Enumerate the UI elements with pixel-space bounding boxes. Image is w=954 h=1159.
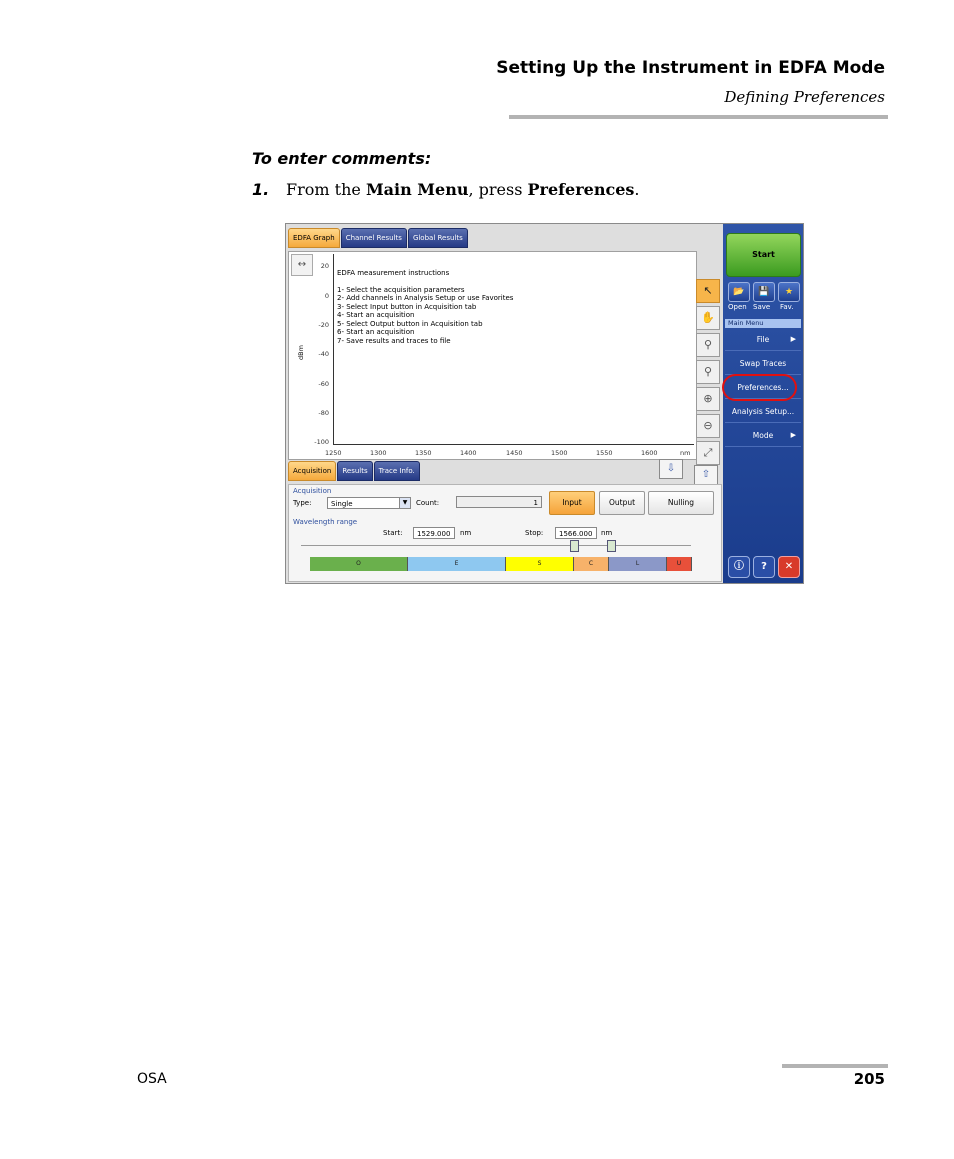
instruction-line: 4- Start an acquisition [337, 311, 415, 319]
tab-global-results[interactable]: Global Results [408, 228, 468, 248]
close-icon[interactable]: ✕ [778, 556, 800, 578]
start-field[interactable]: 1529.000 [413, 527, 455, 539]
hand-pan-icon[interactable]: ✋ [696, 306, 720, 330]
main-menu-header: Main Menu [725, 319, 801, 328]
acquisition-panel [288, 484, 722, 582]
menu-item-file[interactable] [725, 328, 801, 351]
y-tick: -60 [318, 380, 329, 388]
x-tick: 1350 [415, 449, 432, 457]
menu-item-analysis-setup[interactable]: Analysis Setup... [725, 400, 801, 423]
nulling-button[interactable]: Nulling [648, 491, 714, 515]
step-text: , press [468, 180, 528, 199]
x-tick: 1300 [370, 449, 387, 457]
band-l: L [609, 557, 667, 571]
chevron-down-icon[interactable]: ▼ [399, 498, 410, 508]
x-tick: 1550 [596, 449, 613, 457]
count-value: 1 [533, 499, 538, 507]
band-e: E [408, 557, 506, 571]
save-disk-icon[interactable]: 💾 [753, 282, 775, 302]
zoom-icon[interactable]: ⚲ [696, 360, 720, 384]
acquisition-group-label: Acquisition [293, 487, 332, 495]
step-bold-preferences: Preferences [527, 180, 635, 199]
open-label: Open [728, 303, 747, 311]
y-tick: -100 [314, 438, 329, 446]
top-tab-bar [288, 228, 469, 248]
stop-slider-handle[interactable] [607, 540, 616, 552]
header-rule [509, 115, 888, 119]
tab-acquisition[interactable]: Acquisition [288, 461, 336, 481]
wavelength-slider-track [301, 545, 691, 546]
help-icon[interactable]: ? [753, 556, 775, 578]
instruction-line: 1- Select the acquisition parameters [337, 285, 465, 294]
lower-tab-bar [288, 461, 421, 481]
menu-item-mode[interactable] [725, 424, 801, 447]
instruction-line: 6- Start an acquisition [337, 328, 415, 336]
x-tick: 1600 [641, 449, 658, 457]
x-unit: nm [680, 449, 691, 457]
open-folder-icon[interactable]: 📂 [728, 282, 750, 302]
pointer-icon[interactable]: ↖ [696, 279, 720, 303]
band-u: U [667, 557, 692, 571]
tab-channel-results[interactable]: Channel Results [341, 228, 407, 248]
y-tick: 20 [320, 262, 329, 270]
stop-label: Stop: [525, 529, 544, 537]
main-sidebar [723, 224, 803, 583]
instructions-text [337, 269, 513, 345]
step-text: . [634, 180, 640, 199]
tab-results[interactable]: Results [337, 461, 372, 481]
arrow-right-icon: ▶ [790, 431, 796, 439]
x-tick: 1450 [506, 449, 523, 457]
start-slider-handle[interactable] [570, 540, 579, 552]
count-field[interactable] [456, 496, 542, 508]
type-label: Type: [293, 499, 312, 507]
page-number: 205 [853, 1070, 885, 1088]
section-subtitle: Defining Preferences [724, 88, 885, 106]
step-number: 1. [252, 180, 270, 199]
start-unit: nm [460, 529, 472, 537]
collapse-down-icon[interactable]: ⇩ [659, 459, 683, 479]
type-value: Single [331, 500, 353, 508]
input-button[interactable]: Input [549, 491, 595, 515]
tab-trace-info[interactable]: Trace Info. [374, 461, 420, 481]
y-tick: -80 [318, 409, 329, 417]
wavelength-group-label: Wavelength range [293, 518, 358, 526]
zoom-fit-icon[interactable]: ↔ [291, 254, 313, 276]
x-tick: 1400 [460, 449, 477, 457]
y-tick: -20 [318, 321, 329, 329]
band-c: C [574, 557, 609, 571]
band-o: O [310, 557, 408, 571]
menu-item-label: File [756, 335, 770, 344]
start-label: Start: [383, 529, 403, 537]
instruction-line: 2- Add channels in Analysis Setup or use Favorites [337, 294, 514, 302]
y-tick: -40 [318, 350, 329, 358]
power-info-icon[interactable]: ⓘ [728, 556, 750, 578]
count-label: Count: [416, 499, 440, 507]
footer-product: OSA [137, 1071, 167, 1087]
step-text: From the [286, 180, 366, 199]
footer-rule [782, 1064, 888, 1068]
instructions-title: EDFA measurement instructions [337, 269, 450, 277]
favorites-star-icon[interactable]: ★ [778, 282, 800, 302]
type-select[interactable] [327, 497, 411, 509]
menu-item-swap-traces[interactable]: Swap Traces [725, 352, 801, 375]
menu-item-label: Mode [752, 431, 774, 440]
edfa-graph [288, 251, 697, 460]
x-tick: 1250 [325, 449, 342, 457]
tab-edfa-graph[interactable]: EDFA Graph [288, 228, 340, 248]
chapter-title: Setting Up the Instrument in EDFA Mode [496, 58, 885, 78]
y-tick: 0 [324, 292, 329, 300]
y-axis-label: dBm [297, 345, 305, 360]
instruction-line: 5- Select Output button in Acquisition tab [337, 319, 483, 328]
preferences-highlight-circle [722, 374, 797, 401]
band-s: S [506, 557, 574, 571]
zoom-out-icon[interactable]: ⊖ [696, 414, 720, 438]
instruction-line: 3- Select Input button in Acquisition tab [337, 302, 477, 311]
stop-field[interactable]: 1566.000 [555, 527, 597, 539]
menu-item-preferences[interactable]: Preferences... [725, 376, 801, 399]
x-tick: 1500 [551, 449, 568, 457]
output-button[interactable]: Output [599, 491, 645, 515]
procedure-step [252, 180, 639, 199]
fav-label: Fav. [780, 303, 794, 311]
zoom-area-icon[interactable]: ⚲ [696, 333, 720, 357]
procedure-title: To enter comments: [252, 149, 432, 168]
save-label: Save [753, 303, 771, 311]
step-bold-main-menu: Main Menu [365, 180, 469, 199]
expand-up-icon[interactable]: ⇧ [694, 465, 718, 485]
instruction-line: 7- Save results and traces to file [337, 336, 451, 345]
start-button[interactable]: Start [726, 233, 801, 277]
arrow-right-icon: ▶ [790, 335, 796, 343]
stop-unit: nm [601, 529, 613, 537]
zoom-in-icon[interactable]: ⊕ [696, 387, 720, 411]
full-scale-icon[interactable]: ⤢ [696, 441, 720, 465]
instrument-screenshot [285, 223, 804, 584]
graph-toolbar [696, 279, 720, 468]
